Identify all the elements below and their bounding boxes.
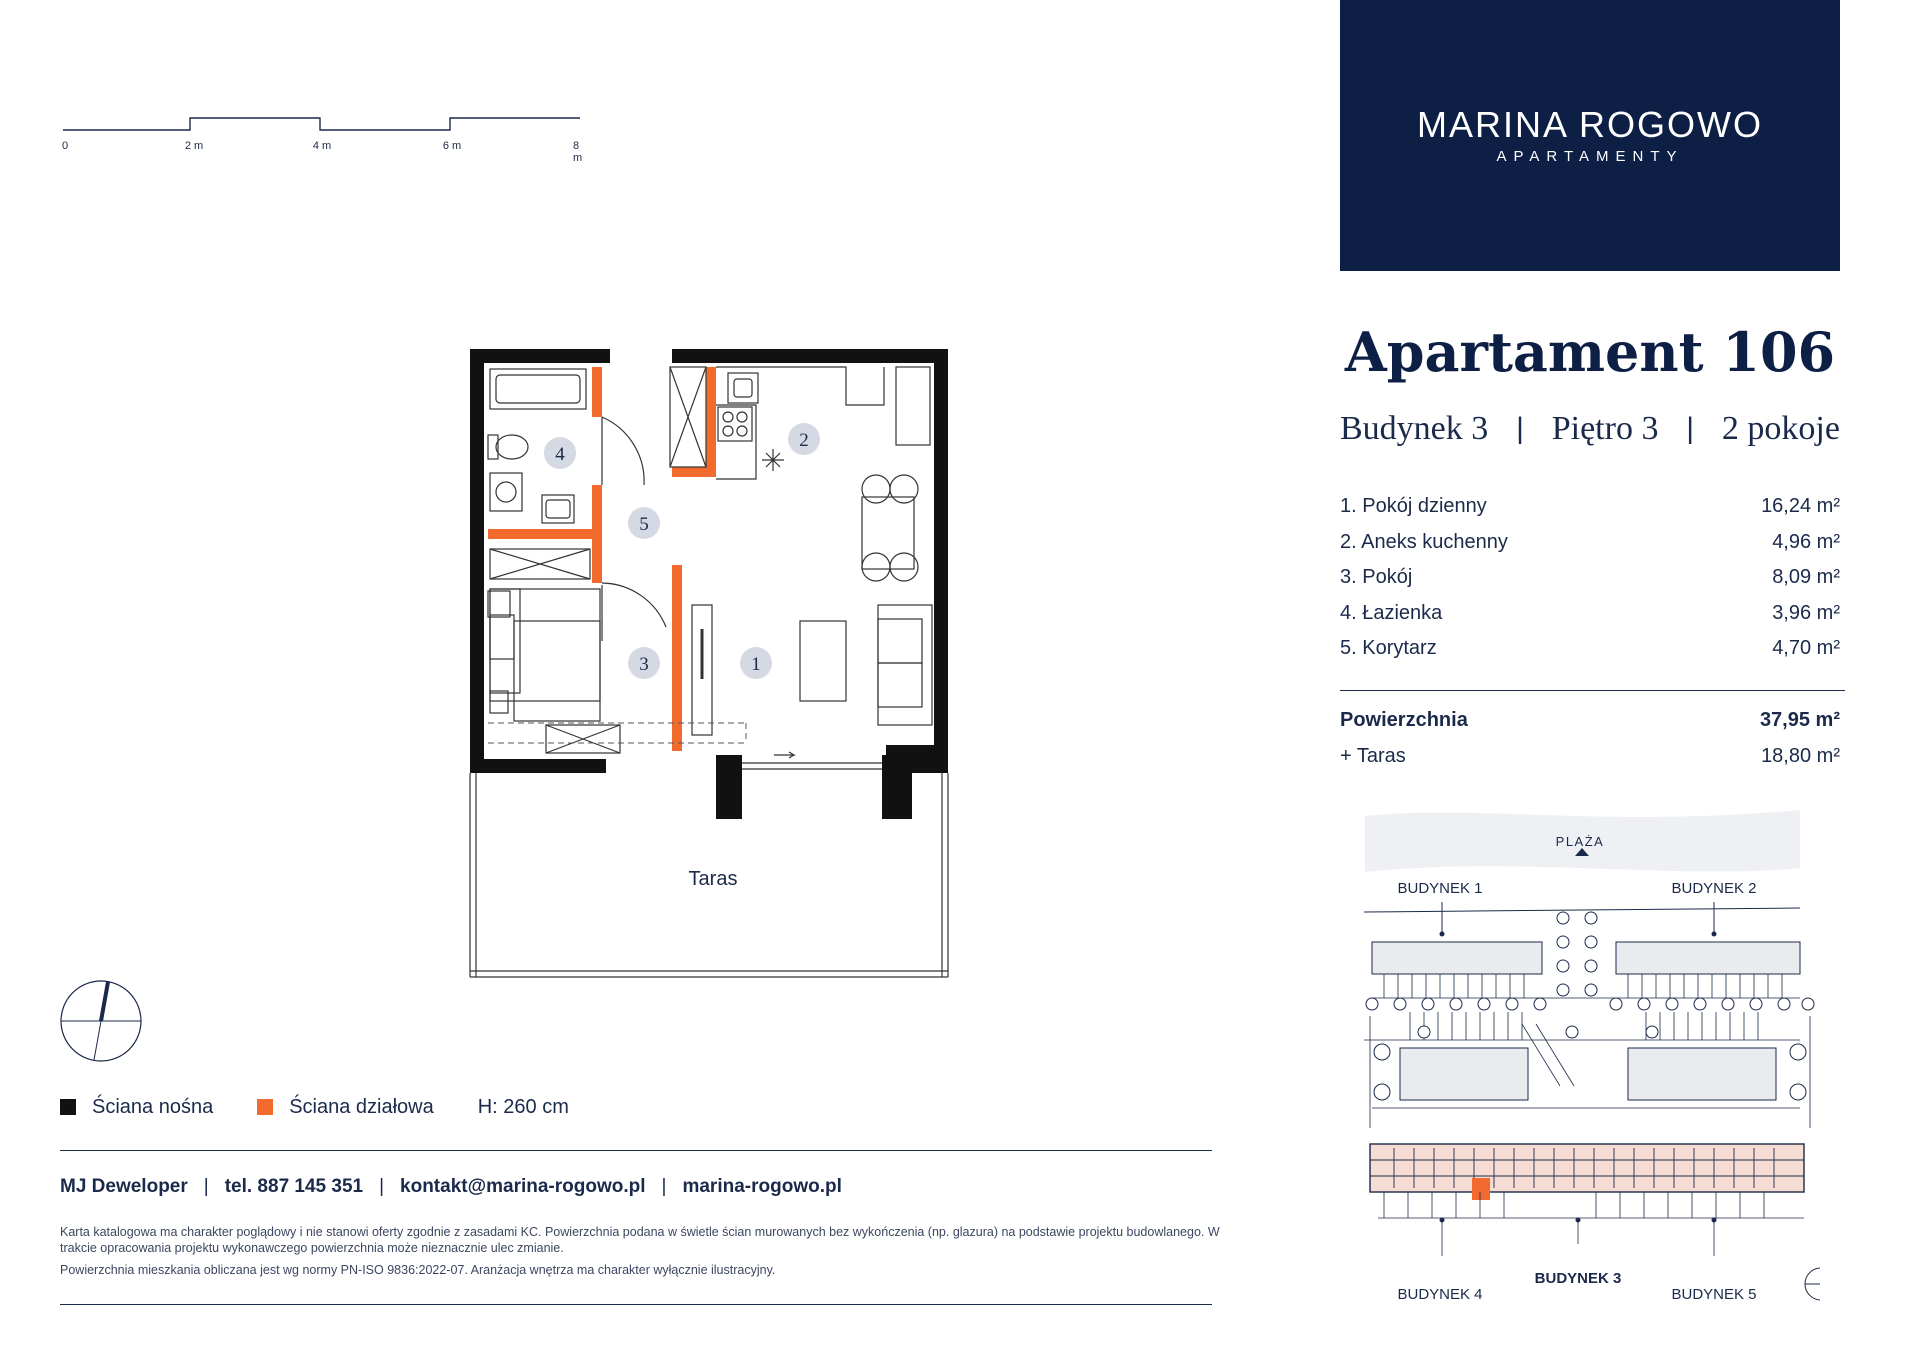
- scale-label-0: 0: [61, 140, 69, 152]
- terrace-area-label: + Taras: [1340, 744, 1406, 767]
- building-1-label: BUDYNEK 1: [1397, 880, 1483, 897]
- legend-load-bearing-label: Ściana nośna: [92, 1095, 214, 1118]
- divider-bottom: [60, 1304, 1212, 1305]
- email-link[interactable]: kontakt@marina-rogowo.pl: [400, 1176, 646, 1197]
- legend-load-bearing: [60, 1096, 213, 1119]
- scale-label-6m: 6 m: [442, 140, 462, 152]
- brand-logo-box: [1340, 0, 1840, 271]
- floor-label: Piętro 3: [1551, 410, 1659, 447]
- building-5-label: BUDYNEK 5: [1671, 1286, 1757, 1303]
- list-item: [1340, 637, 1840, 673]
- scale-bar-graphic: [60, 110, 600, 140]
- legend-height: [478, 1096, 569, 1119]
- total-area-value: 37,95 m²: [1759, 709, 1840, 731]
- room-marker-5: 5: [639, 514, 649, 535]
- disclaimer: [60, 1224, 1220, 1278]
- total-area-row: [1340, 709, 1840, 745]
- separator: |: [1516, 412, 1524, 445]
- room-marker-1: 1: [751, 654, 761, 675]
- wall-legend: [60, 1094, 613, 1120]
- total-area-label: Powierzchnia: [1340, 709, 1468, 731]
- rooms-divider: [1340, 690, 1845, 691]
- separator: |: [379, 1176, 385, 1197]
- developer-name: MJ Deweloper: [60, 1176, 188, 1197]
- brand-subtitle: APARTAMENTY: [1496, 148, 1684, 165]
- rooms-count-label: 2 pokoje: [1721, 410, 1840, 447]
- area-totals: [1340, 709, 1840, 780]
- room-name: 5. Korytarz: [1340, 637, 1437, 659]
- ceiling-height: H: 260 cm: [477, 1095, 569, 1118]
- apartment-location-highlight: [1472, 1178, 1490, 1200]
- room-area: 3,96 m²: [1772, 601, 1840, 624]
- apartment-subtitle: [1340, 410, 1840, 448]
- building-label: Budynek 3: [1340, 410, 1489, 447]
- building-4-label: BUDYNEK 4: [1397, 1286, 1483, 1303]
- room-name: 4. Łazienka: [1340, 601, 1443, 624]
- scale-label-2m: 2 m: [184, 140, 204, 152]
- list-item: [1340, 495, 1840, 531]
- list-item: [1340, 566, 1840, 602]
- scale-label-4m: 4 m: [312, 140, 332, 152]
- separator: |: [661, 1176, 667, 1197]
- separator: |: [1686, 412, 1695, 445]
- disclaimer-line-2: Powierzchnia mieszkania obliczana jest wg normy PN-ISO 9836:2022-07. Aranżacja wnętrza ma charakter wyłącznie ilustracyjny.: [60, 1263, 776, 1277]
- room-area-list: [1340, 495, 1840, 673]
- terrace-area-value: 18,80 m²: [1761, 744, 1840, 767]
- legend-partition: [257, 1096, 434, 1119]
- balcony-door: [742, 752, 882, 769]
- divider-top: [60, 1150, 1212, 1151]
- scale-label-8m: 8 m: [573, 140, 583, 164]
- terrace-label: Taras: [688, 868, 738, 890]
- north-compass-icon: [58, 978, 144, 1064]
- separator: |: [203, 1176, 209, 1197]
- list-item: [1340, 602, 1840, 638]
- room-name: 2. Aneks kuchenny: [1340, 530, 1508, 553]
- partition-swatch: [257, 1099, 273, 1115]
- room-marker-4: 4: [555, 444, 565, 465]
- room-area: 4,70 m²: [1772, 637, 1840, 659]
- beach-label: PLAŻA: [1555, 834, 1605, 849]
- room-marker-3: 3: [639, 654, 649, 675]
- contact-line: [60, 1176, 842, 1198]
- phone-link[interactable]: tel. 887 145 351: [224, 1176, 364, 1197]
- apartment-title: Apartament 106: [1344, 320, 1836, 384]
- terrace-area-row: [1340, 745, 1840, 781]
- room-area: 8,09 m²: [1772, 566, 1840, 588]
- building-2-label: BUDYNEK 2: [1671, 880, 1757, 897]
- site-map: [1360, 808, 1820, 1312]
- scale-bar: [60, 110, 600, 164]
- room-area: 4,96 m²: [1772, 530, 1840, 553]
- legend-partition-label: Ściana działowa: [289, 1095, 434, 1118]
- load-bearing-swatch: [60, 1099, 76, 1115]
- building-3-label: BUDYNEK 3: [1534, 1270, 1622, 1287]
- brand-name: MARINA ROGOWO: [1416, 104, 1763, 145]
- website-link[interactable]: marina-rogowo.pl: [682, 1176, 842, 1197]
- site-compass-icon: [1805, 1268, 1820, 1300]
- room-name: 1. Pokój dzienny: [1340, 495, 1487, 517]
- list-item: [1340, 531, 1840, 567]
- disclaimer-line-1: Karta katalogowa ma charakter poglądowy i nie stanowi oferty zgodnie z zasadami KC. Powierzchnia podana w świetle ścian murowanych bez wykończenia (np. glazura) na podstawie projektu budowlanego. W trakcie opracowania projektu wykonawczego powierzchnia może nieznacznie ulec zmianie.: [60, 1225, 1220, 1255]
- floor-plan: [466, 345, 956, 985]
- room-name: 3. Pokój: [1340, 566, 1413, 588]
- room-area: 16,24 m²: [1761, 495, 1840, 517]
- room-marker-2: 2: [799, 430, 809, 451]
